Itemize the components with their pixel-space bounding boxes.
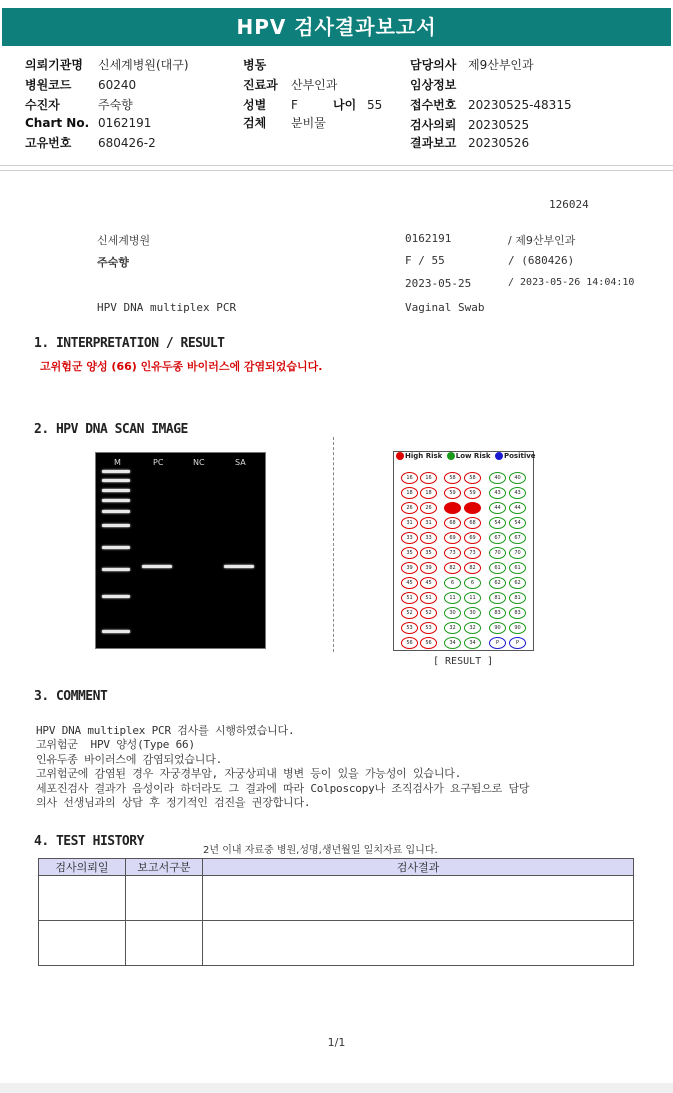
chip-spot: 61 <box>509 562 526 574</box>
chip-spot: 53 <box>401 622 418 634</box>
legend-low: Low Risk <box>455 452 491 460</box>
gel-image <box>95 452 266 649</box>
ladder-band <box>102 630 130 633</box>
chip-spot: 39 <box>401 562 418 574</box>
chip-spot: 6 <box>444 577 461 589</box>
chip-spot: 44 <box>509 502 526 514</box>
chip-spot: 56 <box>401 637 418 649</box>
info-birth: / (680426) <box>508 254 575 267</box>
info-chart-no: 0162191 <box>405 232 452 245</box>
chip-spot: 81 <box>489 592 506 604</box>
chip-spot: 34 <box>444 637 461 649</box>
history-col-request-date: 검사의뢰일 <box>39 859 126 876</box>
high-risk-icon <box>396 452 404 460</box>
chip-spot: 39 <box>420 562 437 574</box>
chip-spot: 54 <box>509 517 526 529</box>
chip-spot: 11 <box>464 592 481 604</box>
header-report-date: 결과보고 20230526 <box>410 136 530 150</box>
info-hospital: 신세계병원 <box>97 234 151 247</box>
section-comment-title: 3. COMMENT <box>34 689 108 704</box>
chip-spot: 6 <box>464 577 481 589</box>
info-date: 2023-05-25 <box>405 277 472 290</box>
ladder-band <box>102 595 130 598</box>
chip-spot: 33 <box>401 532 418 544</box>
comment-block <box>36 724 529 810</box>
chip-spot: 32 <box>464 622 481 634</box>
table-row <box>39 876 634 921</box>
gel-lane-label: SA <box>235 458 246 467</box>
chip-spot: 43 <box>489 487 506 499</box>
history-header-row <box>39 859 634 876</box>
info-test-name: HPV DNA multiplex PCR <box>97 301 237 314</box>
chip-spot: 70 <box>509 547 526 559</box>
chip-spot: 45 <box>420 577 437 589</box>
gel-lane-label: NC <box>193 458 205 467</box>
chip-spot: 73 <box>464 547 481 559</box>
chip-spot: 32 <box>444 622 461 634</box>
header-unique-no: 고유번호 680426-2 <box>25 136 156 150</box>
chip-spot: 54 <box>489 517 506 529</box>
section-scan-image-title: 2. HPV DNA SCAN IMAGE <box>34 422 188 437</box>
chip-spot: P <box>509 637 526 649</box>
section-interpretation-title: 1. INTERPRETATION / RESULT <box>34 336 225 351</box>
chip-spot: 26 <box>401 502 418 514</box>
history-col-result: 검사결과 <box>203 859 634 876</box>
chip-caption: [ RESULT ] <box>433 656 494 667</box>
chip-spot: 40 <box>509 472 526 484</box>
ladder-band <box>102 546 130 549</box>
chip-spot: 59 <box>464 487 481 499</box>
chip-spot: 66 <box>464 502 481 514</box>
header-specimen: 검체 분비물 <box>243 116 326 130</box>
info-specimen: Vaginal Swab <box>405 301 485 314</box>
low-risk-icon <box>447 452 455 460</box>
page-number: 1/1 <box>327 1036 346 1049</box>
chip-spot: 66 <box>444 502 461 514</box>
comment-line: 고위험군에 감염된 경우 자궁경부암, 자궁상피내 병변 등이 있을 가능성이 있습니다. <box>36 767 462 781</box>
header-patient: 수진자 주숙향 <box>25 98 133 112</box>
result-text: 고위험군 양성 (66) 인유두종 바이러스에 감염되었습니다. <box>40 360 323 373</box>
comment-line: 고위험군 HPV 양성(Type 66) <box>36 738 195 752</box>
chip-spot: P <box>489 637 506 649</box>
chip-spot: 90 <box>509 622 526 634</box>
chip-spot: 40 <box>489 472 506 484</box>
chip-spot: 58 <box>444 472 461 484</box>
header-department: 진료과 산부인과 <box>243 78 338 92</box>
header-hospital-code: 병원코드 60240 <box>25 78 137 92</box>
chip-spot: 82 <box>444 562 461 574</box>
chip-spot: 52 <box>401 607 418 619</box>
chip-spot: 58 <box>464 472 481 484</box>
chip-spot: 56 <box>420 637 437 649</box>
header-divider-2 <box>0 170 673 171</box>
hpv-chip-image <box>393 451 534 651</box>
header-chart-no: Chart No. 0162191 <box>25 116 152 130</box>
ladder-band <box>102 489 130 492</box>
info-patient: 주숙향 <box>97 256 129 269</box>
chip-spot: 31 <box>420 517 437 529</box>
info-doctor: / 제9산부인과 <box>508 234 576 247</box>
section-history-title: 4. TEST HISTORY <box>34 834 144 849</box>
chip-spot: 16 <box>401 472 418 484</box>
header-hospital: 의뢰기관명 신세계병원(대구) <box>25 58 189 72</box>
chip-spot: 67 <box>509 532 526 544</box>
chip-spot: 30 <box>444 607 461 619</box>
history-col-report-type: 보고서구분 <box>126 859 203 876</box>
ladder-band <box>102 568 130 571</box>
chip-spot: 18 <box>420 487 437 499</box>
comment-line: 세포진검사 결과가 음성이라 하더라도 그 결과에 따라 Colposcopy나 조직검사가 요구됨으로 담당 <box>36 781 530 795</box>
comment-line: HPV DNA multiplex PCR 검사를 시행하였습니다. <box>36 724 295 737</box>
gel-lane-label: PC <box>153 458 164 467</box>
sample-band <box>224 565 254 568</box>
positive-icon <box>495 452 503 460</box>
chip-spot: 62 <box>509 577 526 589</box>
chip-legend <box>394 452 536 466</box>
chip-spot: 83 <box>489 607 506 619</box>
chip-spot: 33 <box>420 532 437 544</box>
header-ward: 병동 <box>243 58 267 72</box>
ladder-band <box>102 479 130 482</box>
header-clinical-info: 임상정보 <box>410 78 457 92</box>
pc-band <box>142 565 172 568</box>
legend-high: High Risk <box>405 452 443 460</box>
chip-spot: 61 <box>489 562 506 574</box>
chip-spot: 45 <box>401 577 418 589</box>
header-doctor: 담당의사 제9산부인과 <box>410 58 534 72</box>
chip-spot: 67 <box>489 532 506 544</box>
image-divider <box>333 437 334 652</box>
chip-spot: 70 <box>489 547 506 559</box>
header-receipt-no: 접수번호 20230525-48315 <box>410 98 572 112</box>
chip-spot: 51 <box>420 592 437 604</box>
chip-spot: 82 <box>464 562 481 574</box>
chip-spot: 51 <box>401 592 418 604</box>
chip-spot: 81 <box>509 592 526 604</box>
table-row <box>39 921 634 966</box>
chip-spot: 16 <box>420 472 437 484</box>
chip-spot: 90 <box>489 622 506 634</box>
gel-lane-label: M <box>114 458 121 467</box>
chip-spot: 18 <box>401 487 418 499</box>
chip-spot: 44 <box>489 502 506 514</box>
chip-spot: 43 <box>509 487 526 499</box>
chip-spot: 30 <box>464 607 481 619</box>
chip-spot: 35 <box>420 547 437 559</box>
chip-spot: 52 <box>420 607 437 619</box>
chip-spot: 59 <box>444 487 461 499</box>
header-request-date: 검사의뢰 20230525 <box>410 118 530 132</box>
ladder-band <box>102 499 130 502</box>
ladder-band <box>102 524 130 527</box>
chip-spot: 69 <box>464 532 481 544</box>
chip-spot: 68 <box>444 517 461 529</box>
header-divider <box>0 165 673 166</box>
info-report-datetime: / 2023-05-26 14:04:10 <box>508 277 635 288</box>
report-title: HPV 검사결과보고서 <box>2 8 671 46</box>
chip-spot: 83 <box>509 607 526 619</box>
chip-spot: 68 <box>464 517 481 529</box>
info-sex-age: F / 55 <box>405 254 445 267</box>
history-note: 2년 이내 자료중 병원,성명,생년월일 일치자료 입니다. <box>203 845 438 856</box>
chip-spot: 62 <box>489 577 506 589</box>
report-number: 126024 <box>549 198 589 211</box>
ladder-band <box>102 510 130 513</box>
chip-spot: 69 <box>444 532 461 544</box>
chip-spot: 26 <box>420 502 437 514</box>
chip-spot: 35 <box>401 547 418 559</box>
chip-spot: 34 <box>464 637 481 649</box>
legend-positive: Positive <box>503 452 536 460</box>
header-sex-age: 성별 F 나이 55 <box>243 98 383 112</box>
chip-spot: 73 <box>444 547 461 559</box>
chip-spot: 53 <box>420 622 437 634</box>
ladder-band <box>102 470 130 473</box>
comment-line: 인유두종 바이러스에 감염되었습니다. <box>36 752 223 766</box>
chip-spot: 11 <box>444 592 461 604</box>
history-table <box>38 858 634 966</box>
comment-line: 의사 선생님과의 상담 후 정기적인 검진을 권장합니다. <box>36 796 311 810</box>
chip-spot: 31 <box>401 517 418 529</box>
